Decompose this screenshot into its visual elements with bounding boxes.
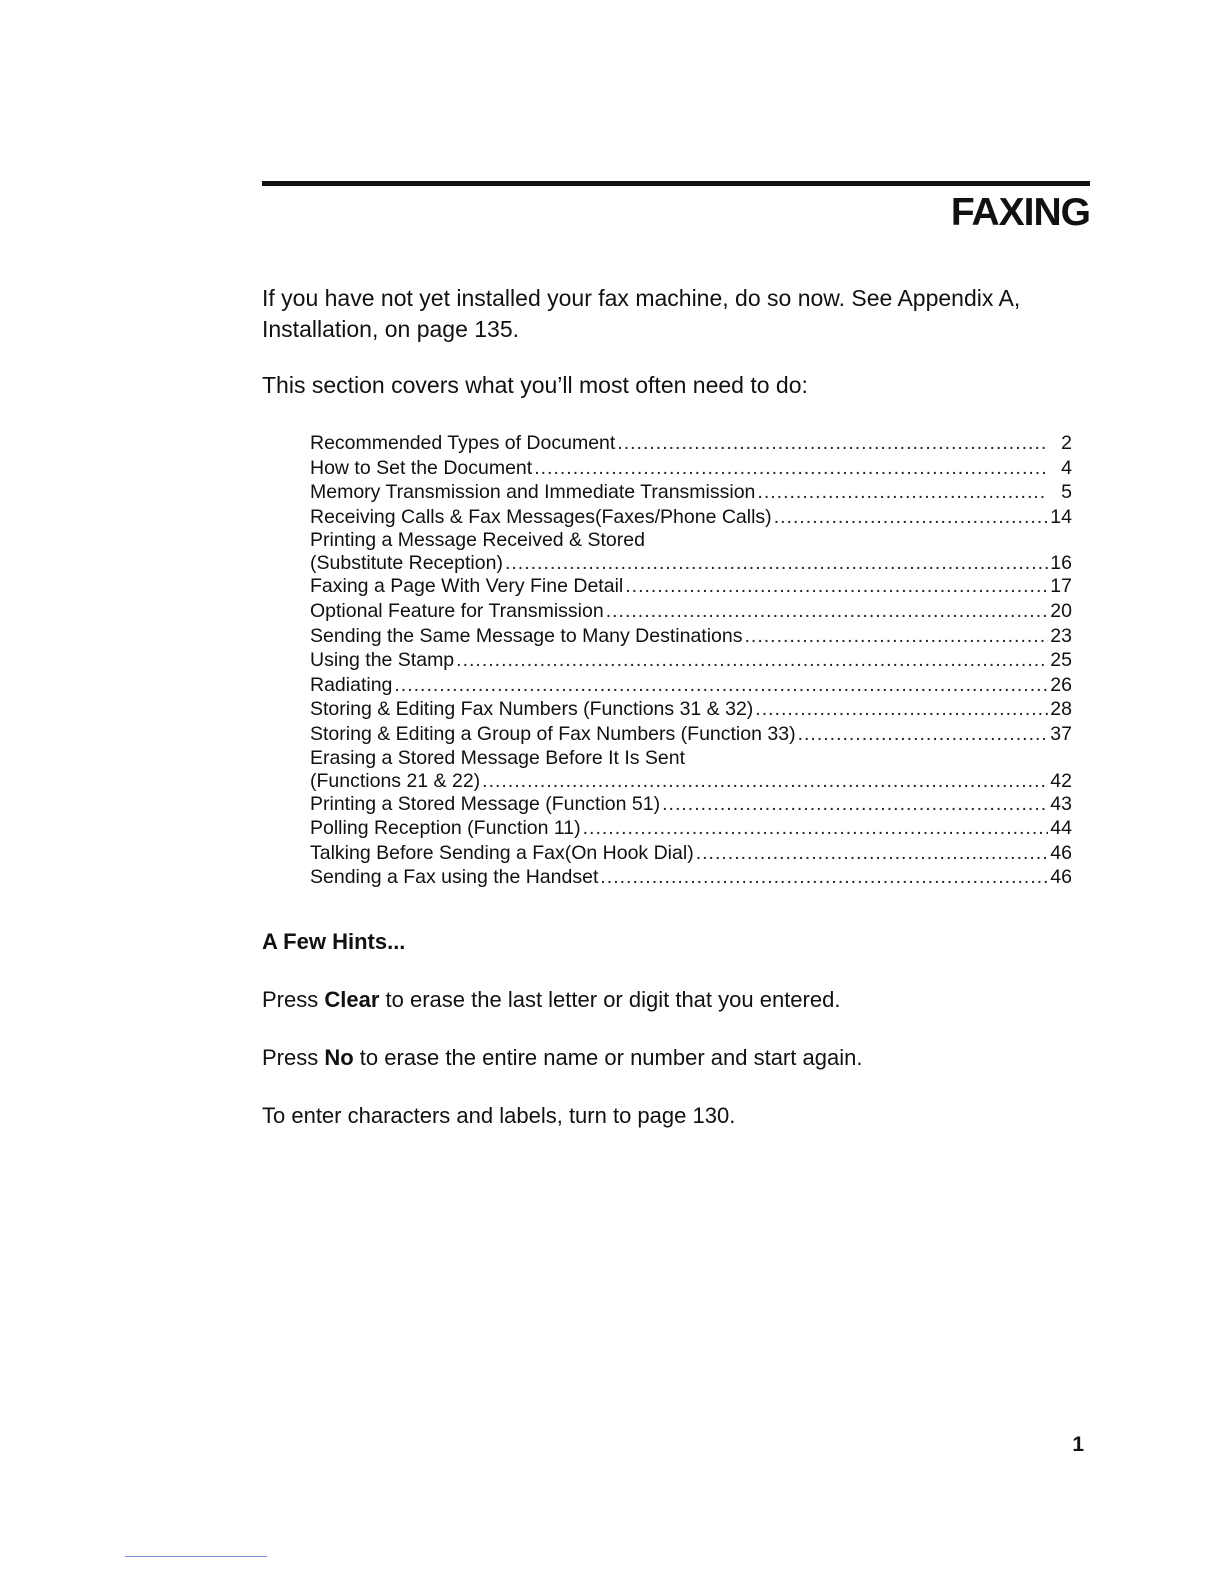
toc-label: Recommended Types of Document (310, 432, 616, 454)
toc-entry[interactable] (310, 574, 1072, 599)
covers-paragraph: This section covers what you’ll most often need to do: (262, 372, 808, 398)
toc-leader (534, 456, 1048, 481)
toc-entry[interactable] (310, 480, 1072, 505)
toc-entry[interactable] (310, 599, 1072, 624)
toc-page-number: 43 (1050, 792, 1072, 815)
hint-characters: To enter characters and labels, turn to page 130. (262, 1103, 736, 1128)
toc-page-number: 20 (1050, 599, 1072, 622)
toc-label: Printing a Stored Message (Function 51) (310, 792, 661, 815)
key-name-clear: Clear (324, 987, 380, 1012)
toc-entry[interactable] (310, 697, 1072, 722)
toc-label: Memory Transmission and Immediate Transmission (310, 481, 756, 504)
toc-page-number: 26 (1050, 673, 1072, 696)
toc-label-first-line: Printing a Message Received & Stored (310, 529, 645, 552)
toc-leader (617, 431, 1048, 456)
hint-clear (262, 985, 840, 1015)
hint-text: to erase the entire name or number and start again. (353, 1045, 863, 1070)
toc-entry[interactable] (310, 505, 1072, 530)
page-number: 1 (1072, 1433, 1084, 1456)
toc-entry[interactable] (310, 792, 1072, 817)
intro-paragraph: If you have not yet installed your fax machine, do so now. See Appendix A, Installation, on page 135. (262, 285, 1021, 342)
toc-leader (583, 816, 1048, 841)
toc-label: How to Set the Document (310, 456, 533, 479)
toc-label: Receiving Calls & Fax Messages(Faxes/Phone Calls) (310, 505, 772, 528)
toc-page-number: 44 (1050, 817, 1072, 840)
hint-text: Press (262, 987, 325, 1012)
toc-leader (774, 505, 1048, 530)
toc-leader (606, 599, 1048, 624)
toc-label: (Functions 21 & 22) (310, 769, 481, 792)
section-rule (262, 181, 1090, 186)
toc-page-number: 4 (1061, 456, 1072, 479)
section-title: FAXING (950, 191, 1090, 234)
toc-page-number: 14 (1050, 505, 1072, 528)
toc-label: Optional Feature for Transmission (310, 599, 604, 622)
toc-page-number: 37 (1050, 722, 1072, 745)
toc-leader (625, 574, 1048, 599)
toc-leader (757, 480, 1048, 505)
toc-page-number: 2 (1061, 432, 1072, 454)
toc-entry[interactable] (310, 747, 1072, 792)
toc-label: Talking Before Sending a Fax(On Hook Dial) (310, 841, 694, 864)
toc-label: Sending a Fax using the Handset (310, 866, 599, 889)
toc-entry[interactable] (310, 865, 1072, 890)
toc-leader (482, 770, 1048, 792)
toc-leader (755, 697, 1048, 722)
hint-text: Press (262, 1045, 325, 1070)
toc-page-number: 23 (1050, 624, 1072, 647)
toc-page-number: 42 (1050, 769, 1072, 792)
hint-no (262, 1043, 862, 1073)
toc-page-number: 16 (1050, 552, 1072, 575)
toc-entry[interactable] (310, 841, 1072, 866)
toc-label: Storing & Editing Fax Numbers (Functions 31 & 32) (310, 698, 754, 721)
toc-entry[interactable] (310, 816, 1072, 841)
toc-leader (456, 648, 1048, 673)
toc-entry[interactable] (310, 529, 1072, 574)
toc-label: Storing & Editing a Group of Fax Numbers (Function 33) (310, 722, 796, 745)
toc-label: (Substitute Reception) (310, 552, 503, 575)
toc-page-number: 5 (1061, 481, 1072, 504)
toc-entry[interactable] (310, 648, 1072, 673)
toc-label: Faxing a Page With Very Fine Detail (310, 575, 624, 598)
toc-entry[interactable] (310, 431, 1072, 456)
hint-text: to erase the last letter or digit that you entered. (379, 987, 841, 1012)
toc-label: Sending the Same Message to Many Destinations (310, 624, 743, 647)
toc-label: Polling Reception (Function 11) (310, 817, 581, 840)
toc-leader (696, 841, 1048, 866)
toc-label: Radiating (310, 673, 393, 696)
toc-entry[interactable] (310, 722, 1072, 747)
toc-entry[interactable] (310, 673, 1072, 698)
toc-page-number: 46 (1050, 841, 1072, 864)
toc-entry[interactable] (310, 456, 1072, 481)
toc-page-number: 46 (1050, 866, 1072, 889)
toc-entry[interactable] (310, 624, 1072, 649)
toc-leader (600, 865, 1048, 890)
key-name-no: No (324, 1045, 354, 1070)
toc-page-number: 17 (1050, 575, 1072, 598)
toc-label: Using the Stamp (310, 649, 455, 672)
toc-page-number: 25 (1050, 649, 1072, 672)
scan-underline-mark (125, 1556, 267, 1557)
toc-leader (505, 552, 1048, 574)
toc-label-first-line: Erasing a Stored Message Before It Is Sent (310, 746, 686, 769)
hints-heading: A Few Hints... (262, 929, 406, 954)
toc-leader (662, 792, 1048, 817)
toc-leader (394, 673, 1048, 698)
toc-leader (745, 624, 1049, 649)
table-of-contents (310, 431, 1072, 890)
toc-page-number: 28 (1050, 698, 1072, 721)
toc-leader (798, 722, 1048, 747)
